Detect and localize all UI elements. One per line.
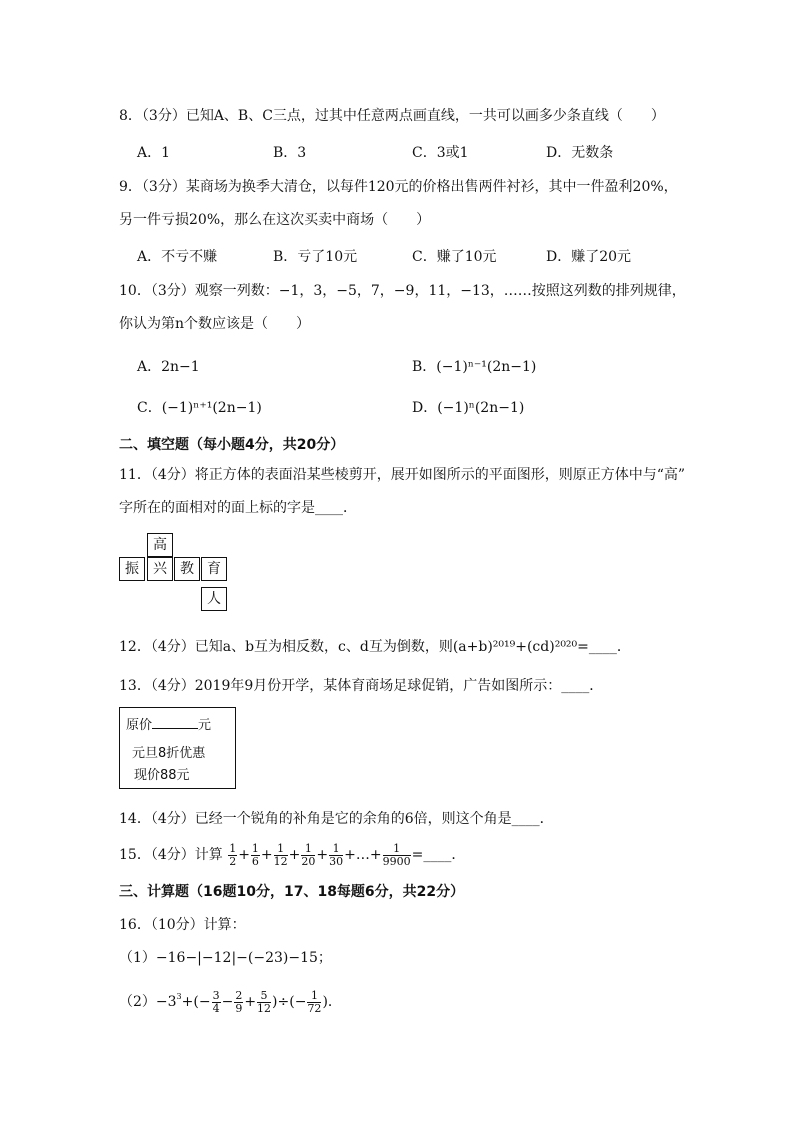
net-cell-zhen: 振	[119, 557, 145, 581]
fraction: $\frac{1}{20}$	[301, 841, 316, 868]
net-cell-gao: 高	[147, 533, 173, 557]
q14-text: 14．（4分）已经一个锐角的补角是它的余角的6倍，则这个角是____．	[119, 811, 554, 827]
q11-line2: 字所在的面相对的面上标的字是____．	[119, 500, 357, 516]
net-cell-yu: 育	[201, 557, 227, 581]
q9-option-a: A．不亏不赚	[137, 249, 218, 265]
q9-option-b: B．亏了10元	[273, 249, 358, 265]
fraction: $\frac{1}{9900}$	[382, 841, 411, 868]
q9-line2: 另一件亏损20%，那么在这次买卖中商场（ ）	[119, 212, 431, 228]
q10-line2: 你认为第n个数应该是（ ）	[119, 316, 311, 332]
q16-part2: $(2)-3^3+(-$ $\frac{3}{4}$ − $\frac{2}{9}$ + $\frac{5}{12}$ )÷(− $\frac{1}{72}$ )．	[119, 988, 342, 1015]
net-cell-xing: 兴	[147, 557, 173, 581]
ad-price-blank	[152, 716, 198, 729]
q11-line1: 11．（4分）将正方体的表面沿某些棱剪开，展开如图所示的平面图形，则原正方体中与“高”	[119, 467, 686, 483]
q12-text: 12．（4分）已知a、b互为相反数，c、d互为倒数，则(a+b)²⁰¹⁹+(cd)²⁰²⁰=____．	[119, 639, 631, 655]
net-cell-ren: 人	[201, 587, 227, 611]
q10-option-c: C．(−1)ⁿ⁺¹(2n−1)	[137, 400, 262, 416]
q10-line1: 10．（3分）观察一列数：−1，3，−5，7，−9，11，−13，……按照这列数的排列规律，	[119, 283, 686, 299]
fraction: $\frac{1}{6}$	[251, 841, 259, 868]
q8-option-c: C．3或1	[412, 145, 469, 161]
ad-current-price: 现价88元	[134, 768, 190, 783]
q8-text: 8．（3分）已知A、B、C三点，过其中任意两点画直线，一共可以画多少条直线（ ）	[119, 108, 665, 124]
cube-net-figure	[119, 533, 229, 613]
q10-option-b: B．(−1)ⁿ⁻¹(2n−1)	[412, 359, 537, 375]
q8-option-d: D．无数条	[546, 145, 614, 161]
q8-option-a: A．1	[137, 145, 171, 161]
q9-option-d: D．赚了20元	[546, 249, 632, 265]
section-heading-calculation: 三、计算题（16题10分，17、18每题6分，共22分）	[119, 884, 465, 900]
q10-option-a: A．2n−1	[137, 359, 200, 375]
q9-line1: 9．（3分）某商场为换季大清仓，以每件120元的价格出售两件衬衫，其中一件盈利20%，	[119, 179, 678, 195]
q13-text: 13．（4分）2019年9月份开学，某体育商场足球促销，广告如图所示：____．	[119, 678, 604, 694]
q15-expression: 15．（4分）计算 $\frac{1}{2}$ + $\frac{1}{6}$ + $\frac{1}{12}$ + $\frac{1}{20}$ + $\frac{1}{30}$ +…+ $\frac{1}{9900}$ =____．	[119, 841, 466, 868]
advertisement-box	[119, 707, 236, 789]
q9-option-c: C．赚了10元	[412, 249, 497, 265]
section-heading-fill-in: 二、填空题（每小题4分，共20分）	[119, 437, 345, 453]
fraction: $\frac{1}{30}$	[329, 841, 344, 868]
q8-option-b: B．3	[273, 145, 307, 161]
q16-part1: （1）−16−|−12|−(−23)−15；	[119, 950, 332, 966]
net-cell-jiao: 教	[174, 557, 200, 581]
ad-discount: 元旦8折优惠	[132, 746, 206, 761]
q16-title: 16．（10分）计算：	[119, 917, 246, 933]
fraction: $\frac{1}{12}$	[273, 841, 288, 868]
fraction: $\frac{1}{2}$	[229, 841, 237, 868]
ad-original-price: 原价 元	[126, 718, 212, 733]
q10-option-d: D．(−1)ⁿ(2n−1)	[412, 400, 525, 416]
